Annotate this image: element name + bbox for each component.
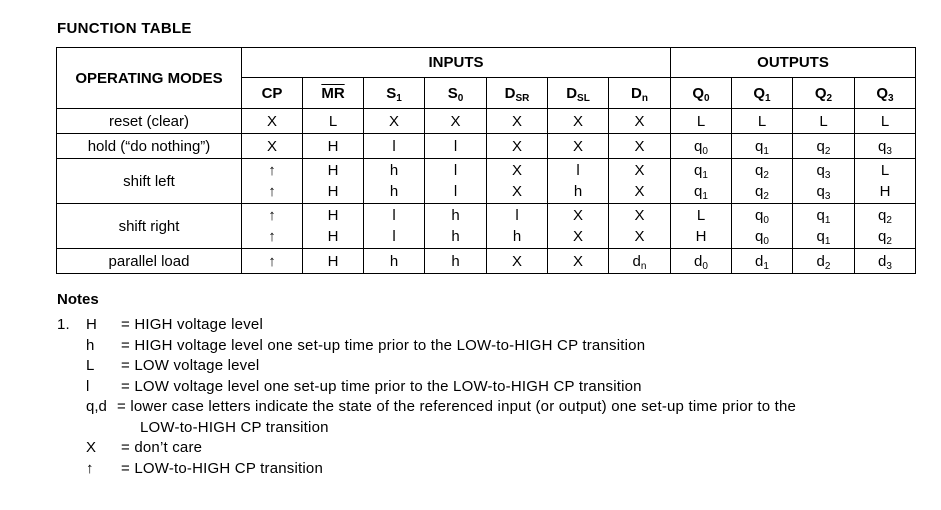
table-cell xyxy=(425,134,487,159)
cell-value: l xyxy=(576,162,580,179)
cell-value: $q_2$ xyxy=(816,137,831,157)
table-cell xyxy=(548,134,609,159)
cell-value: h xyxy=(512,228,522,245)
table-cell xyxy=(793,204,855,249)
cell-value: L xyxy=(696,112,706,130)
table-cell xyxy=(303,134,364,159)
cell-value: H xyxy=(695,228,707,245)
rising-edge-arrow-icon: ↑ xyxy=(268,162,276,179)
note-number: 1. xyxy=(57,316,70,333)
cell-value: $q_3$ xyxy=(878,137,892,157)
cell-value: $q_2$ xyxy=(755,183,769,202)
table-cell xyxy=(855,249,916,274)
cell-value: L xyxy=(757,112,767,130)
table-cell xyxy=(242,204,303,249)
cell-value: $q_2$ xyxy=(878,228,892,247)
cell-value: $q_2$ xyxy=(878,207,892,226)
column-header-dsr: $D_{SR}$ xyxy=(487,78,548,109)
cell-value: l xyxy=(453,137,458,155)
column-header-s1: $S_1$ xyxy=(364,78,425,109)
column-header-q1: $Q_1$ xyxy=(732,78,793,109)
cell-value: l xyxy=(392,228,396,245)
table-cell xyxy=(303,204,364,249)
cell-value: X xyxy=(634,228,645,245)
operating-mode-label: hold (“do nothing”) xyxy=(57,134,242,159)
table-cell xyxy=(425,109,487,134)
table-cell xyxy=(364,109,425,134)
table-cell xyxy=(855,159,916,204)
notes-title: Notes xyxy=(57,291,99,308)
cell-value: $q_2$ xyxy=(755,162,769,181)
note-text: = HIGH voltage level one set-up time prior to the LOW-to-HIGH CP transition xyxy=(121,336,646,354)
cell-value: l xyxy=(392,207,396,224)
cell-value: $q_3$ xyxy=(816,162,831,181)
cell-value: X xyxy=(634,137,645,155)
cell-value: h xyxy=(389,252,399,270)
table-cell xyxy=(732,204,793,249)
cell-value: X xyxy=(572,207,583,224)
column-header-s0: $S_0$ xyxy=(425,78,487,109)
cell-value: $d_3$ xyxy=(878,252,892,272)
table-cell xyxy=(487,109,548,134)
table-cell xyxy=(303,249,364,274)
table-row xyxy=(57,249,916,274)
note-text: = HIGH voltage level xyxy=(121,316,263,333)
cell-value: h xyxy=(389,183,399,200)
table-cell xyxy=(548,159,609,204)
cell-value: H xyxy=(327,252,339,270)
note-symbol: X xyxy=(86,439,97,456)
cell-value: h xyxy=(451,252,460,270)
cell-value: X xyxy=(511,252,522,270)
table-cell xyxy=(671,159,732,204)
note-symbol: L xyxy=(86,357,95,374)
table-cell xyxy=(303,109,364,134)
table-cell xyxy=(242,249,303,274)
cell-value: X xyxy=(572,112,583,130)
table-cell xyxy=(732,109,793,134)
table-cell xyxy=(487,134,548,159)
cell-value: X xyxy=(634,112,645,130)
table-cell xyxy=(793,249,855,274)
cell-value: $d_2$ xyxy=(816,252,831,272)
table-cell xyxy=(855,109,916,134)
cell-value: $q_1$ xyxy=(816,228,831,247)
table-cell xyxy=(303,159,364,204)
cell-value: l xyxy=(515,207,519,224)
function-table-title: FUNCTION TABLE xyxy=(57,20,192,37)
table-cell xyxy=(732,134,793,159)
table-cell xyxy=(364,204,425,249)
cell-value: H xyxy=(327,183,339,200)
cell-value: X xyxy=(511,112,522,130)
cell-value: X xyxy=(266,112,277,130)
column-header-dsl: $D_{SL}$ xyxy=(548,78,609,109)
table-cell xyxy=(548,109,609,134)
table-cell xyxy=(671,134,732,159)
cell-value: H xyxy=(327,228,339,245)
cell-value: X xyxy=(388,112,399,130)
operating-mode-label: parallel load xyxy=(57,249,242,274)
cell-value: L xyxy=(328,112,338,130)
operating-mode-label: reset (clear) xyxy=(57,109,242,134)
table-row xyxy=(57,134,916,159)
cell-value: H xyxy=(879,183,891,200)
cell-value: X xyxy=(511,183,522,200)
cell-value: $q_1$ xyxy=(694,183,708,202)
table-row xyxy=(57,204,916,249)
table-cell xyxy=(425,204,487,249)
table-cell xyxy=(242,134,303,159)
table-cell xyxy=(487,204,548,249)
table-cell xyxy=(487,159,548,204)
note-text: = LOW voltage level xyxy=(121,357,260,374)
cell-value: H xyxy=(327,162,339,179)
cell-value: $d_n$ xyxy=(632,252,647,272)
cell-value: X xyxy=(511,162,522,179)
table-cell xyxy=(671,249,732,274)
operating-mode-label: shift right xyxy=(57,204,242,249)
cell-value: $q_0$ xyxy=(755,207,769,226)
table-cell xyxy=(364,159,425,204)
cell-value: X xyxy=(634,162,645,179)
table-cell xyxy=(609,134,671,159)
note-symbol: q,d xyxy=(86,398,107,415)
table-cell xyxy=(364,249,425,274)
cell-value: H xyxy=(327,207,339,224)
rising-edge-arrow-icon: ↑ xyxy=(268,252,276,270)
note-symbol: H xyxy=(86,316,97,333)
table-cell xyxy=(609,249,671,274)
cell-value: $q_0$ xyxy=(694,137,708,157)
note-arrow-icon: ↑ xyxy=(86,459,94,477)
cell-value: h xyxy=(451,228,460,245)
table-cell xyxy=(671,109,732,134)
table-row xyxy=(57,109,916,134)
cell-value: H xyxy=(327,137,339,155)
table-cell xyxy=(855,134,916,159)
cell-value: $q_1$ xyxy=(816,207,831,226)
note-symbol: h xyxy=(86,336,95,354)
cell-value: X xyxy=(572,252,583,270)
note-text: = lower case letters indicate the state of the referenced input (or output) one set-up time prior to the xyxy=(117,398,797,415)
cell-value: X xyxy=(572,137,583,155)
table-cell xyxy=(732,249,793,274)
table-cell xyxy=(425,159,487,204)
cell-value: X xyxy=(634,183,645,200)
table-cell xyxy=(793,159,855,204)
note-text: = don’t care xyxy=(121,439,203,456)
cell-value: l xyxy=(392,137,396,155)
table-cell xyxy=(364,134,425,159)
column-header-q3: $Q_3$ xyxy=(855,78,916,109)
rising-edge-arrow-icon: ↑ xyxy=(268,183,276,200)
table-cell xyxy=(242,159,303,204)
table-cell xyxy=(609,109,671,134)
table-cell xyxy=(671,204,732,249)
cell-value: $d_1$ xyxy=(755,252,769,272)
table-cell xyxy=(548,249,609,274)
inputs-header: INPUTS xyxy=(242,48,671,78)
cell-value: $q_1$ xyxy=(755,137,769,157)
table-cell xyxy=(425,249,487,274)
table-cell xyxy=(609,159,671,204)
cell-value: h xyxy=(389,162,399,179)
cell-value: $q_1$ xyxy=(694,162,708,181)
table-cell xyxy=(609,204,671,249)
column-header-dn: $D_n$ xyxy=(609,78,671,109)
table-row xyxy=(57,159,916,204)
table-cell xyxy=(793,109,855,134)
cell-value: X xyxy=(511,137,522,155)
table-cell xyxy=(855,204,916,249)
cell-value: L xyxy=(880,162,890,179)
column-header-cp: CP xyxy=(242,78,303,109)
cell-value: l xyxy=(453,183,458,200)
column-header-mr: $\overline{MR}$ xyxy=(303,78,364,109)
function-table xyxy=(56,47,916,274)
table-cell xyxy=(793,134,855,159)
operating-modes-header: OPERATING MODES xyxy=(57,48,242,109)
note-text: = LOW voltage level one set-up time prior to the LOW-to-HIGH CP transition xyxy=(121,377,642,395)
column-header-q0: $Q_0$ xyxy=(671,78,732,109)
column-header-q2: $Q_2$ xyxy=(793,78,855,109)
cell-value: l xyxy=(453,162,458,179)
rising-edge-arrow-icon: ↑ xyxy=(268,207,276,224)
note-text-continued: LOW-to-HIGH CP transition xyxy=(140,418,329,436)
rising-edge-arrow-icon: ↑ xyxy=(268,228,276,245)
cell-value: X xyxy=(450,112,461,130)
cell-value: L xyxy=(696,207,706,224)
cell-value: X xyxy=(266,137,277,155)
operating-mode-label: shift left xyxy=(57,159,242,204)
outputs-header: OUTPUTS xyxy=(671,48,916,78)
cell-value: $q_3$ xyxy=(816,183,831,202)
note-text: = LOW-to-HIGH CP transition xyxy=(121,459,323,477)
table-cell xyxy=(242,109,303,134)
cell-value: L xyxy=(819,112,828,130)
cell-value: L xyxy=(880,112,890,130)
cell-value: $q_0$ xyxy=(755,228,769,247)
table-cell xyxy=(487,249,548,274)
cell-value: h xyxy=(573,183,583,200)
table-cell xyxy=(732,159,793,204)
table-cell xyxy=(548,204,609,249)
cell-value: X xyxy=(634,207,645,224)
note-symbol: l xyxy=(86,377,90,395)
cell-value: X xyxy=(572,228,583,245)
cell-value: $d_0$ xyxy=(694,252,708,272)
cell-value: h xyxy=(451,207,460,224)
